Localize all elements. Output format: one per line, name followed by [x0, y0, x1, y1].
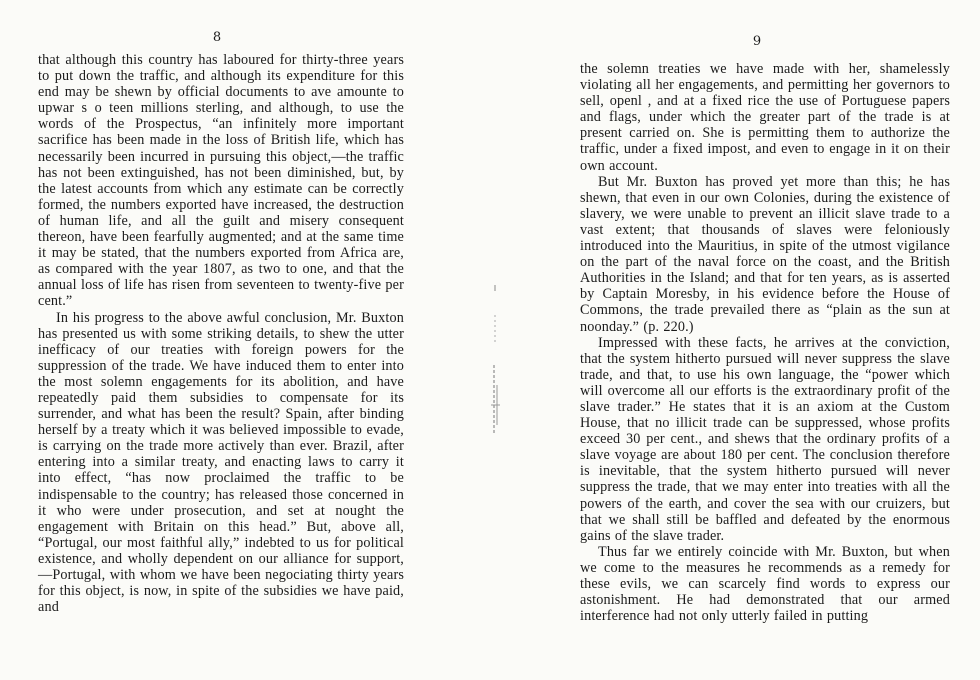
- left-page: [0, 0, 470, 680]
- paragraph: that although this country has laboured for thirty-three years to put down the traffic, and although its expenditure for this end may be shewn by official documents to ave amounte to upwar s o teen millions sterling, and although, to use the words of the Prospectus, “an infinitely more important sacrifice has been made in the loss of British life, which has necessarily been incurred in pursuing this object,—the traffic has not been extinguished, has not been diminished, but, by the latest accounts from which any estimate can be correctly formed, the numbers exported have increased, the destruction of human life, and all the guilt and misery consequent thereon, have been fearfully augmented; and at the same time it may be stated, that the numbers exported from Africa are, as compared with the year 1807, as two to one, and that the annual loss of life has risen from seventeen to twenty-five per cent.”: [38, 52, 404, 310]
- paragraph: But Mr. Buxton has proved yet more than this; he has shewn, that even in our own Colonies, during the existence of slavery, we were unable to prevent an illicit slave trade to a vast extent; that thousands of slaves were feloniously introduced into the Mauritius, in spite of the utmost vigilance on the part of the naval force on the coast, and the British Authorities in the Island; and that for ten years, as is asserted by Captain Moresby, in his evidence before the House of Commons, the trade prevailed there as “plain as the sun at noonday.” (p. 220.): [580, 173, 950, 335]
- paragraph: In his progress to the above awful conclusion, Mr. Buxton has presented us with some striking details, to shew the utter inefficacy of our treaties with foreign powers for the suppression of the trade. We have induced them to enter into the most solemn engagements for its abolition, and have repeatedly paid them subsidies to compensate for its surrender, and what has been the result? Spain, after binding herself by a treaty which it was believed impossible to evade, is carrying on the trade more actively than ever. Brazil, after entering into a similar treaty, and enacting laws to carry it into effect, “has now proclaimed the traffic to be indispensable to the country; has released those concerned in it who were under prosecution, and set at nought the engagement with Britain on this head.” But, above all, “Portugal, our most faithful ally,” indebted to us for political existence, and wholly dependent on our alliance for support,—Portugal, with whom we have been negociating thirty years for this object, is now, in spite of the subsidies we have paid, and: [38, 309, 404, 616]
- page-number: 9: [752, 34, 762, 49]
- page-number: 8: [212, 30, 222, 45]
- paragraph: the solemn treaties we have made with her, shamelessly violating all her engagements, and permitting her governors to sell, openl , and at a fixed rice the use of Portuguese papers and flags, under which the greater part of the trade is at present carried on. She is permitting them to authorize the traffic, under a fixed impost, and even to engage in it on their own account.: [580, 61, 950, 174]
- page-text: [38, 52, 404, 615]
- page-text: [580, 61, 950, 624]
- paragraph: Impressed with these facts, he arrives at the conviction, that the system hitherto pursued will never suppress the slave trade, and that, to use his own language, the “power which will overcome all our efforts is the extraordinary profit of the slave trader.” He states that it is an axiom at the Custom House, that no illicit trade can be suppressed, whose profits exceed 30 per cent., and shews that the ordinary profits of a slave voyage are about 180 per cent. The conclusion therefore is inevitable, that the system hitherto pursued will never suppress the trade, that we may enter into treaties with all the powers of the earth, and cover the sea with our cruizers, but that we shall still be baffled and defeated by the enormous gains of the slave trader.: [580, 334, 950, 544]
- paragraph: Thus far we entirely coincide with Mr. Buxton, but when we come to the measures he recommends as a remedy for these evils, we can scarcely find words to express our astonishment. He had demonstrated that our armed interference had not only utterly failed in putting: [580, 543, 950, 625]
- right-page: [490, 0, 980, 680]
